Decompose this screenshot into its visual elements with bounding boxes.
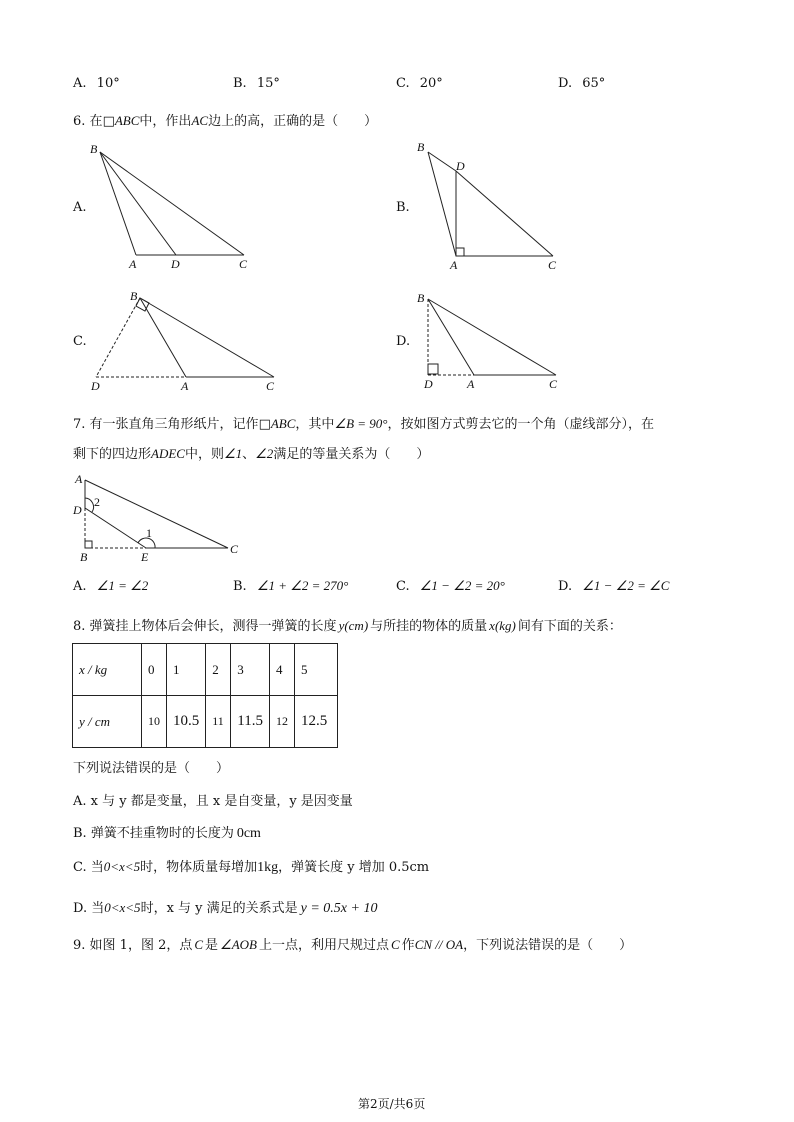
table-cell: 12.5	[294, 696, 337, 748]
variable-y: y(cm)	[338, 618, 369, 633]
option-value: 10°	[96, 76, 120, 91]
triangle-symbol: □	[102, 114, 115, 129]
vertex-label: E	[141, 550, 149, 564]
q5-option-b	[233, 76, 280, 91]
table-cell: 0	[142, 644, 167, 696]
q9-stem	[73, 934, 632, 953]
vertex-label: B	[417, 291, 425, 305]
stem-text: 是	[205, 938, 219, 953]
option-text: C. 当	[73, 860, 104, 875]
option-label: D.	[558, 76, 573, 91]
angle-label: 1	[146, 526, 152, 540]
question-number: 8.	[73, 619, 86, 634]
option-value: ∠1 − ∠2 = ∠C	[582, 578, 670, 593]
option-value: 20°	[419, 76, 443, 91]
angle-2: ∠2	[255, 446, 274, 461]
angle-name: ∠AOB	[220, 937, 257, 952]
q7-option-d	[558, 578, 669, 594]
q5-option-a	[73, 76, 120, 91]
table-cell: 10.5	[167, 696, 206, 748]
stem-text: 上一点，利用尺规过点	[258, 938, 389, 953]
stem-text: 中，作出	[139, 114, 192, 129]
table-row	[73, 696, 338, 748]
option-value: ∠1 + ∠2 = 270°	[256, 578, 349, 593]
parallel-statement: CN // OA	[414, 937, 464, 952]
question-number: 7.	[73, 417, 86, 432]
q6-option-b-label: B.	[396, 200, 410, 215]
q8-option-d	[73, 897, 377, 917]
question-number: 9.	[73, 938, 86, 953]
quadrilateral-name: ADEC	[151, 446, 185, 461]
table-cell: 1	[167, 644, 206, 696]
triangle-name: ABC	[114, 113, 140, 128]
stem-text: 与所挂的物体的质量	[370, 619, 488, 634]
option-value: 15°	[256, 76, 280, 91]
q7-stem-line1	[73, 413, 654, 432]
vertex-label: D	[73, 503, 82, 517]
vertex-label: D	[91, 379, 100, 393]
q8-option-a: A. x 与 y 都是变量，且 x 是自变量，y 是因变量	[73, 794, 353, 809]
q8-data-table	[72, 643, 338, 748]
q5-option-c	[396, 76, 443, 91]
vertex-label: C	[266, 379, 275, 393]
angle-1: ∠1	[223, 446, 243, 461]
stem-text: ，其中	[295, 417, 335, 432]
stem-text: 有一张直角三角形纸片，记作	[89, 417, 259, 432]
stem-text: 剩下的四边形	[73, 447, 152, 462]
option-text: 时，物体质量每增加	[140, 860, 258, 875]
page-footer: 第2页/共6页	[358, 1097, 426, 1111]
q8-option-c	[73, 856, 429, 876]
q5-option-d	[558, 76, 605, 91]
vertex-label: B	[90, 142, 98, 156]
vertex-label: C	[549, 377, 558, 391]
q7-option-b	[233, 578, 348, 594]
segment-name: AC	[191, 113, 209, 128]
vertex-label: A	[467, 377, 475, 391]
question-number: 6.	[73, 114, 86, 129]
stem-text: ，下列说法错误的是（ ）	[463, 938, 633, 953]
stem-text: 作	[401, 938, 415, 953]
separator: 、	[242, 447, 256, 462]
vertex-label: B	[417, 140, 425, 154]
vertex-label: A	[75, 472, 83, 486]
table-cell: 12	[269, 696, 294, 748]
triangle-name: ABC	[270, 416, 296, 431]
range: 0<x<5	[103, 859, 141, 874]
table-cell: 11	[206, 696, 231, 748]
point-label: C	[194, 937, 204, 952]
option-label: B.	[233, 579, 247, 594]
variable-x: x(kg)	[489, 618, 516, 633]
vertex-label: A	[129, 257, 137, 271]
q6-option-c-label: C.	[73, 334, 87, 349]
stem-text: 在	[89, 114, 103, 129]
option-value: ∠1 − ∠2 = 20°	[419, 578, 505, 593]
angle-condition: ∠B = 90°	[334, 416, 388, 431]
table-header-cell: y / cm	[73, 696, 142, 748]
table-cell: 3	[231, 644, 270, 696]
table-cell: 10	[142, 696, 167, 748]
stem-text: 满足的等量关系为（ ）	[273, 447, 430, 462]
vertex-label: D	[171, 257, 180, 271]
option-label: D.	[558, 579, 573, 594]
option-text: B. 弹簧不挂重物时的长度为	[73, 826, 234, 841]
q7-option-c	[396, 578, 505, 594]
option-label: A.	[73, 579, 87, 594]
table-row	[73, 644, 338, 696]
option-label: C.	[396, 76, 410, 91]
q6-option-d-label: D.	[396, 334, 411, 349]
table-cell: 5	[294, 644, 337, 696]
q7-stem-line2	[73, 443, 429, 462]
q8-stem	[73, 615, 622, 634]
q8-option-b	[73, 822, 261, 842]
option-value: ∠1 = ∠2	[96, 578, 149, 593]
option-value: 65°	[582, 76, 606, 91]
range: 0<x<5	[104, 900, 141, 915]
stem-text: 边上的高，正确的是（ ）	[208, 114, 378, 129]
vertex-label: B	[80, 550, 88, 564]
table-cell: 11.5	[231, 696, 270, 748]
vertex-label: A	[450, 258, 458, 272]
stem-text: 弹簧挂上物体后会伸长，测得一弹簧的长度	[89, 619, 337, 634]
stem-text: 中，则	[184, 447, 224, 462]
q6-option-a-label: A.	[73, 200, 87, 215]
stem-text: 间有下面的关系：	[517, 619, 622, 634]
vertex-label: A	[181, 379, 189, 393]
stem-text: ，按如图方式剪去它的一个角（虚线部分），在	[387, 417, 655, 432]
angle-label: 2	[94, 495, 100, 509]
vertex-label: D	[424, 377, 433, 391]
option-text: D. 当	[73, 901, 105, 916]
q6-stem	[73, 110, 377, 129]
option-value: 1kg	[257, 860, 279, 875]
table-cell: 4	[269, 644, 294, 696]
vertex-label: D	[456, 159, 465, 173]
triangle-symbol: □	[258, 417, 271, 432]
q7-option-a	[73, 578, 148, 594]
vertex-label: C	[239, 257, 248, 271]
vertex-label: B	[130, 289, 138, 303]
option-text: ，弹簧长度 y 增加 0.5cm	[278, 860, 430, 875]
equation: y = 0.5x + 10	[300, 901, 378, 916]
stem-text: 如图 1，图 2，点	[89, 938, 193, 953]
option-value: 0cm	[236, 826, 261, 841]
q8-question: 下列说法错误的是（ ）	[73, 761, 230, 776]
option-text: 时，x 与 y 满足的关系式是	[140, 901, 298, 916]
table-cell: 2	[206, 644, 231, 696]
point-label: C	[391, 937, 400, 952]
vertex-label: C	[548, 258, 557, 272]
option-label: B.	[233, 76, 247, 91]
option-label: A.	[73, 76, 87, 91]
vertex-label: C	[230, 542, 239, 556]
option-label: C.	[396, 579, 410, 594]
table-header-cell: x / kg	[73, 644, 142, 696]
